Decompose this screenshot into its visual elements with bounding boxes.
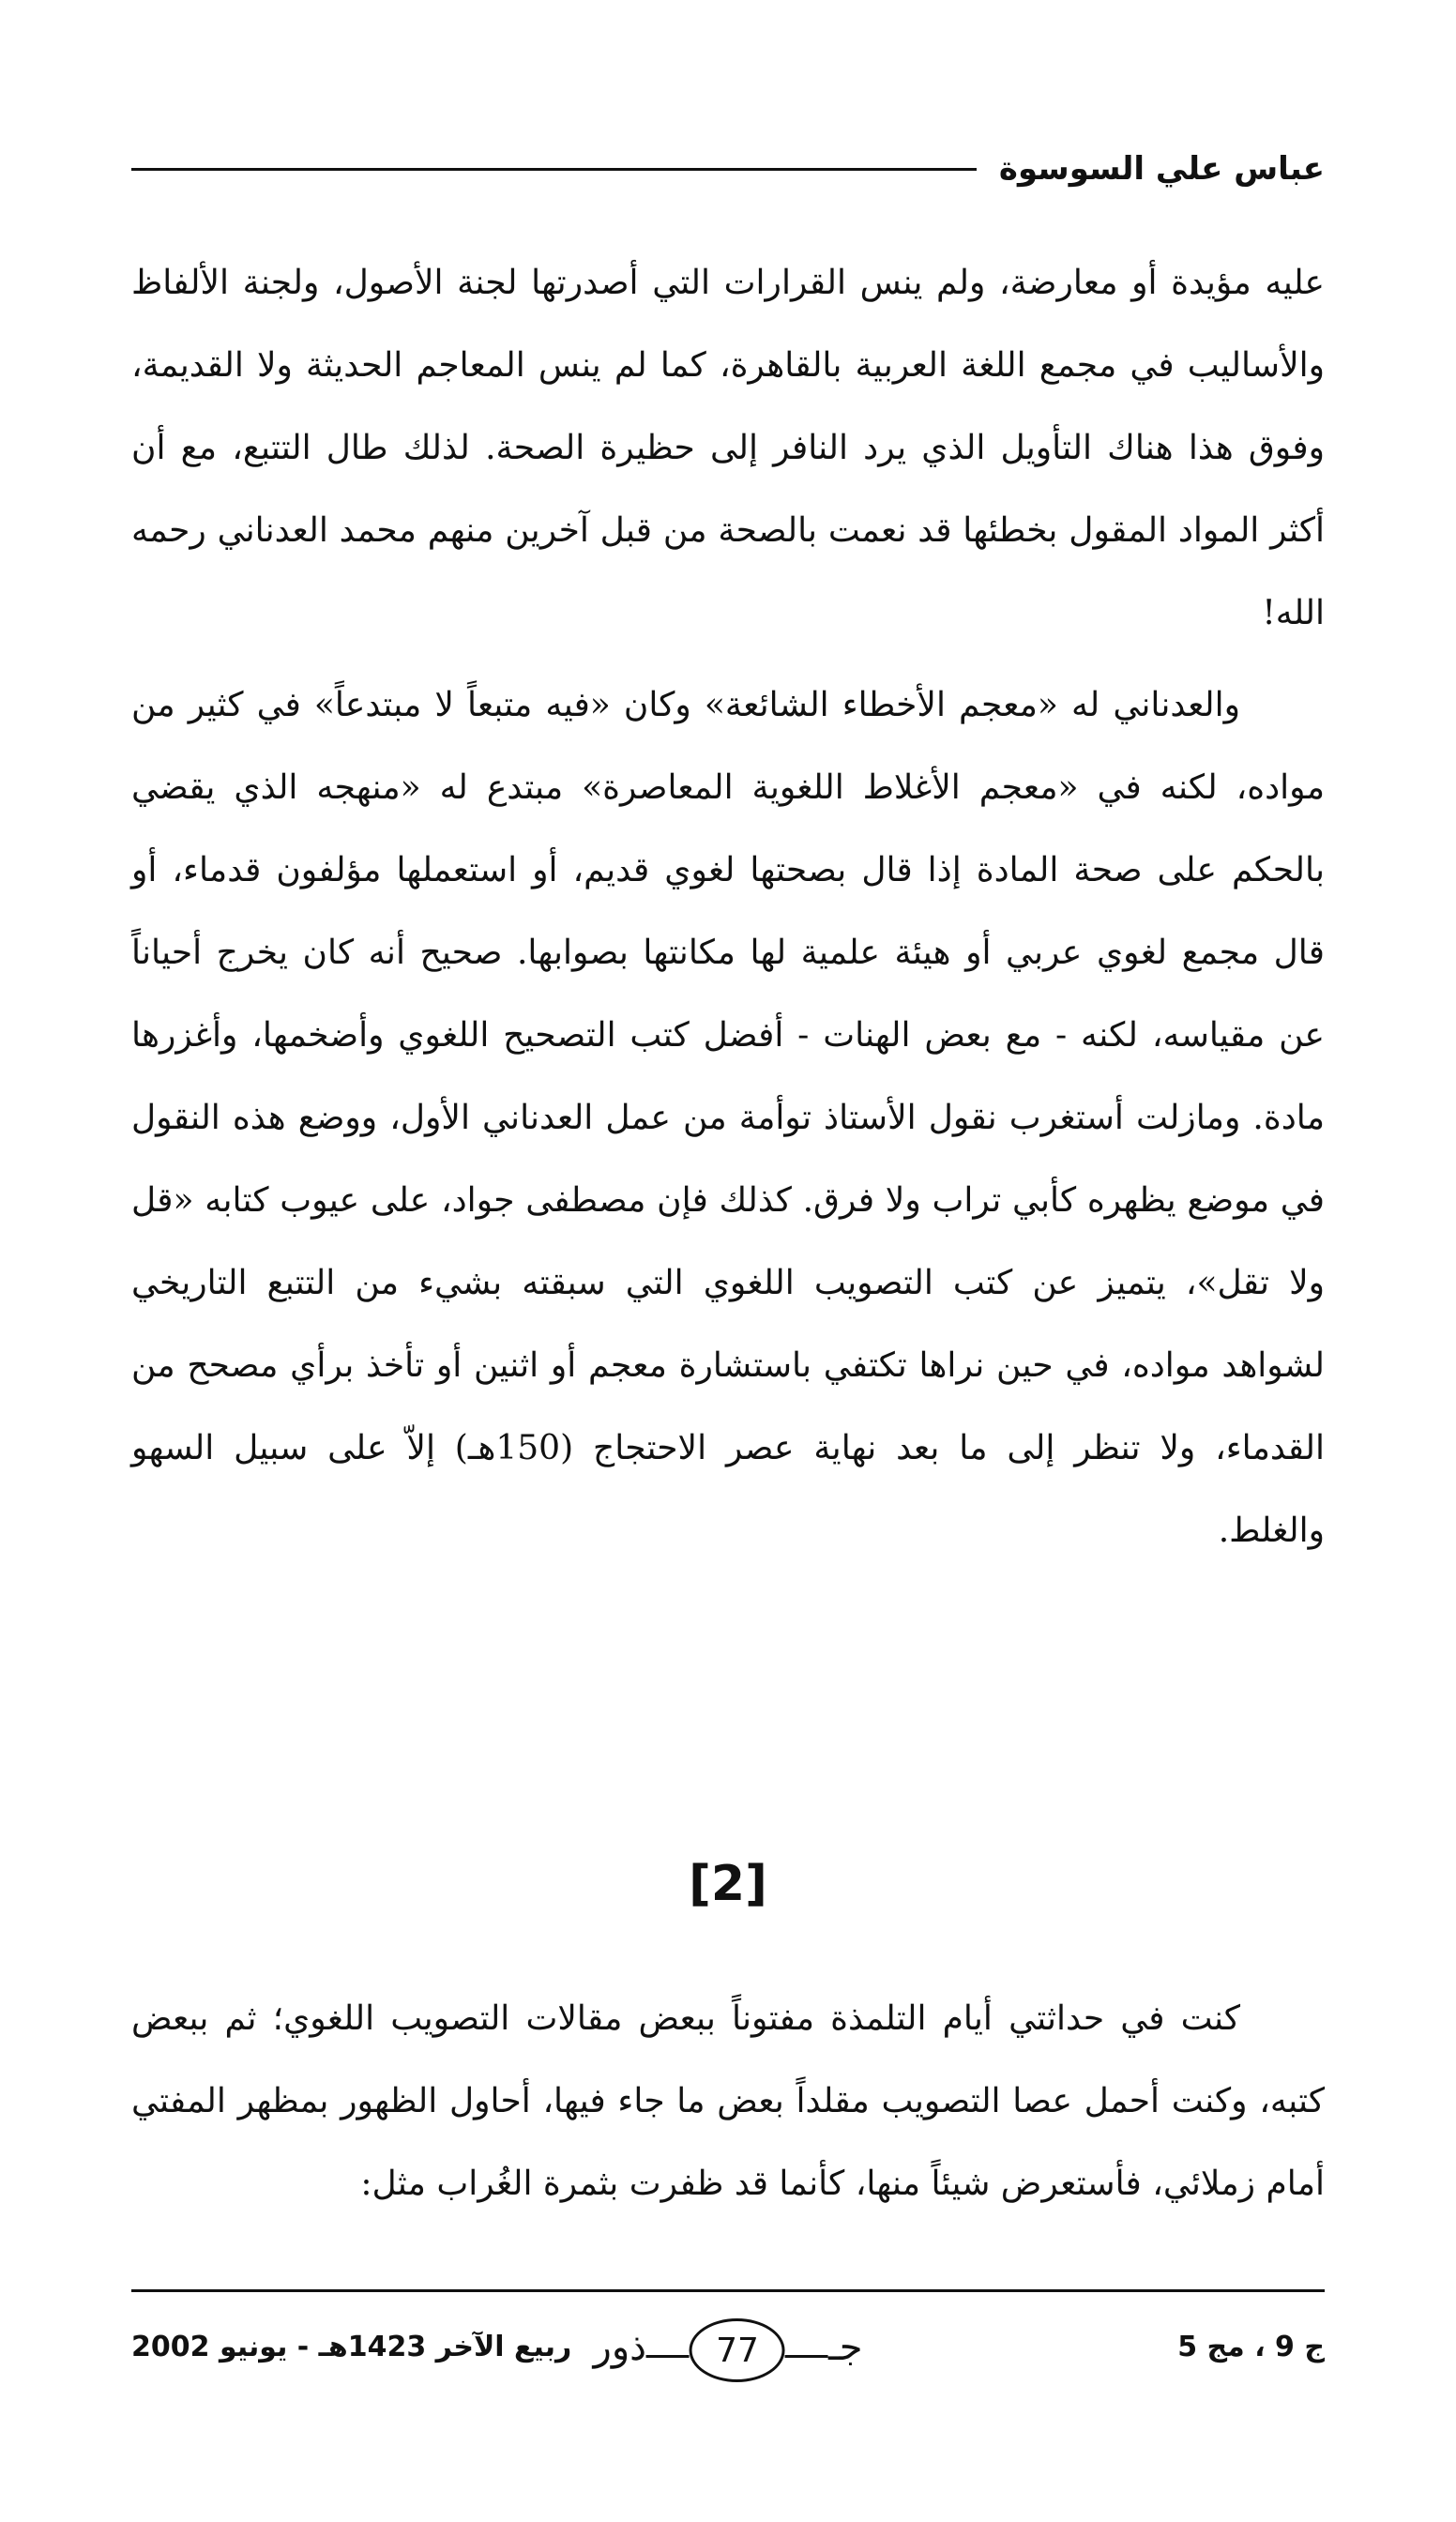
page-footer — [131, 2310, 1325, 2394]
journal-connector-line — [785, 2355, 828, 2358]
footer-issue: ج 9 ، مج 5 — [1177, 2331, 1325, 2363]
journal-name-start: جـ — [828, 2326, 863, 2369]
paragraph-3: كنت في حداثتي أيام التلمذة مفتوناً ببعض مقالات التصويب اللغوي؛ ثم ببعض كتبه، وكنت أحمل عصا التصويب مقلداً بعض ما جاء فيها، أحاول الظهور بمظهر المفتي أمام زملائي، فأستعرض شيئاً منها، كأنما قد ظفرت بثمرة الغُراب مثل: — [131, 1999, 1325, 2203]
section-number: [2] — [689, 1856, 767, 1912]
section-body-text — [131, 1978, 1325, 2226]
header-author: عباس علي السوسوة — [998, 150, 1325, 188]
journal-logo — [594, 2310, 863, 2385]
paragraph-1: عليه مؤيدة أو معارضة، ولم ينس القرارات التي أصدرتها لجنة الأصول، ولجنة الألفاظ والأساليب في مجمع اللغة العربية بالقاهرة، كما لم ينس المعاجم الحديثة ولا القديمة، وفوق هذا هناك التأويل الذي يرد النافر إلى حظيرة الصحة. لذلك طال التتبع، مع أن أكثر المواد المقول بخطئها قد نعمت بالصحة من قبل آخرين منهم محمد العدناني رحمه الله! — [131, 264, 1325, 632]
header-rule — [131, 168, 977, 171]
journal-name-end: ذور — [593, 2326, 646, 2369]
body-text — [131, 242, 1325, 1572]
paragraph-2: والعدناني له «معجم الأخطاء الشائعة» وكان «فيه متبعاً لا مبتدعاً» في كثير من مواده، لكنه في «معجم الأغلاط اللغوية المعاصرة» مبتدع له «منهجه الذي يقضي بالحكم على صحة المادة إذا قال بصحتها لغوي قديم، أو استعملها مؤلفون قدماء، أو قال مجمع لغوي عربي أو هيئة علمية لها مكانتها بصوابها. صحيح أنه كان يخرج أحياناً عن مقياسه، لكنه - مع بعض الهنات - أفضل كتب التصحيح اللغوي وأضخمها، وأغزرها مادة. ومازلت أستغرب نقول الأستاذ توأمة من عمل العدناني الأول، ووضع هذه النقول في موضع يظهره كأبي تراب ولا فرق. كذلك فإن مصطفى جواد، على عيوب كتابه «قل ولا تقل»، يتميز عن كتب التصويب اللغوي التي سبقته بشيء من التتبع التاريخي لشواهد مواده، في حين نراها تكتفي باستشارة معجم أو اثنين أو تأخذ برأي مصحح من القدماء، ولا تنظر إلى ما بعد نهاية عصر الاحتجاج (150هـ) إلاّ على سبيل السهو والغلط. — [131, 686, 1326, 1550]
footer-rule — [131, 2289, 1325, 2292]
footer-date: ربيع الآخر 1423هـ - يونيو 2002 — [131, 2331, 572, 2363]
page-number: 77 — [690, 2318, 785, 2382]
journal-connector-line — [646, 2355, 690, 2358]
running-header — [131, 141, 1325, 197]
